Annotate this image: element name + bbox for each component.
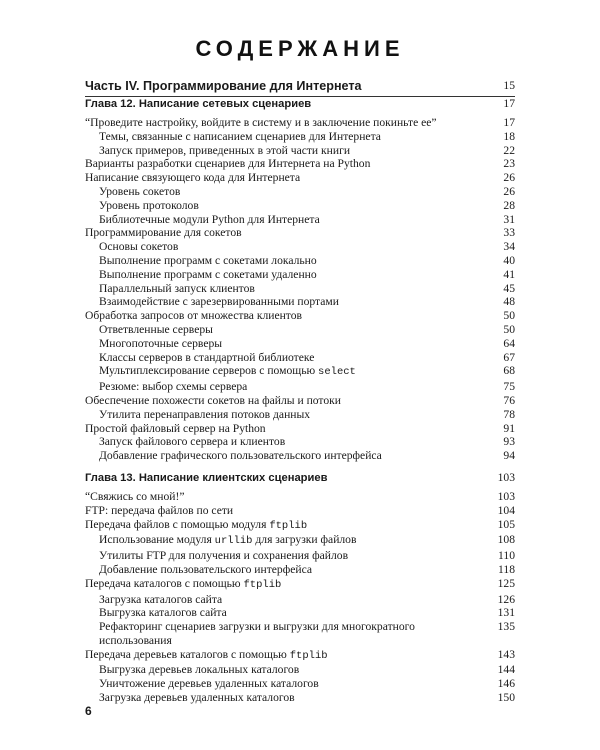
toc-entry-code: select (318, 366, 356, 379)
toc-entry (85, 157, 515, 171)
toc-entry-page: 131 (497, 606, 515, 620)
toc-entry-code: ftplib (289, 649, 328, 662)
toc-entry-page: 104 (497, 503, 515, 517)
toc-entry-label: Обработка запросов от множества клиентов (85, 309, 302, 323)
toc-entry-label: Передача деревьев каталогов с помощью (85, 647, 290, 661)
toc-entry (85, 422, 515, 436)
toc-entry (85, 226, 515, 240)
toc-entry-suffix: для загрузки файлов (252, 533, 357, 547)
toc-entry-label: Резюме: выбор схемы сервера (99, 380, 248, 394)
toc-entry-page: 118 (498, 562, 515, 576)
toc-entry-label: Выполнение программ с сокетами локально (99, 253, 317, 267)
toc-entry-page: 68 (503, 364, 515, 378)
toc-subentry (85, 130, 515, 144)
toc-entry-label: Обеспечение похожести сокетов на файлы и потоки (85, 393, 341, 407)
page-number: 6 (85, 704, 92, 718)
toc-subentry (85, 240, 515, 254)
toc-entry-label: Загрузка деревьев удаленных каталогов (99, 691, 295, 705)
toc-subentry (85, 185, 515, 199)
toc-entry-label: Ответвленные серверы (99, 322, 213, 336)
toc-entry (85, 518, 515, 534)
toc-chapter-page: 103 (497, 470, 515, 484)
toc-subentry (85, 268, 515, 282)
toc-entry-label: Взаимодействие с зарезервированными портами (99, 295, 339, 309)
toc-subentry (85, 549, 515, 563)
toc-entry-page: 108 (497, 533, 515, 547)
toc-entry-page: 31 (503, 212, 515, 226)
toc-entry-code: urllib (214, 535, 253, 548)
part-underline (85, 96, 515, 97)
toc-entry-page: 50 (503, 309, 515, 323)
toc-entry-page: 22 (503, 143, 515, 157)
toc-subentry (85, 691, 515, 705)
toc-subentry (85, 408, 515, 422)
toc-subentry (85, 435, 515, 449)
toc-entry-page: 105 (497, 517, 515, 531)
toc-subentry (85, 337, 515, 351)
toc-entry-page: 144 (497, 663, 515, 677)
toc-subentry (85, 380, 515, 394)
toc-chapter-label: Глава 12. Написание сетевых сценариев (85, 98, 312, 110)
toc-entry (85, 504, 515, 518)
toc-entry-page: 78 (503, 407, 515, 421)
toc-entry-label: Варианты разработки сценариев для Интернета на Python (85, 157, 371, 171)
toc-entry-label: Темы, связанные с написанием сценариев для Интернета (99, 129, 381, 143)
toc-entry-label: Многопоточные серверы (99, 336, 223, 350)
toc-entry (85, 116, 515, 130)
toc-entry-label: “Проведите настройку, войдите в систему и в заключение покиньте ее” (85, 116, 437, 129)
toc-entry-page: 93 (503, 435, 515, 449)
toc-entry-label: Утилиты FTP для получения и сохранения файлов (99, 549, 349, 563)
toc-entry (85, 171, 515, 185)
toc-entry-label: Рефакторинг сценариев загрузки и выгрузки для многократного использования (99, 620, 415, 647)
toc-entry-page: 91 (503, 421, 515, 435)
toc-entry-page: 67 (503, 350, 515, 364)
toc-entry-code: ftplib (243, 578, 282, 591)
toc-entry (85, 648, 515, 664)
toc-entry-label: Утилита перенаправления потоков данных (99, 407, 311, 421)
toc-entry-page: 18 (503, 129, 515, 143)
toc-part-label: Часть IV. Программирование для Интернета (85, 79, 362, 93)
toc-entry-page: 40 (503, 253, 515, 267)
toc-entry-label: Библиотечные модули Python для Интернета (99, 212, 320, 226)
toc-entry-page: 45 (503, 281, 515, 295)
toc-entry-page: 17 (503, 116, 515, 129)
toc-part-page: 15 (503, 79, 515, 92)
toc-entry-page: 64 (503, 336, 515, 350)
toc-entry (85, 490, 515, 504)
toc-entry-page: 143 (497, 647, 515, 661)
toc-entry-page: 125 (497, 576, 515, 590)
toc-subentry (85, 144, 515, 158)
toc-chapter-page: 17 (503, 97, 515, 110)
toc-entry-label: Основы сокетов (99, 240, 179, 254)
toc-subentry (85, 282, 515, 296)
toc-subentry (85, 449, 515, 463)
toc-entry (85, 577, 515, 593)
toc-subentry (85, 533, 515, 549)
toc-entry-label: Уровень протоколов (99, 198, 199, 212)
toc-entry-label: Загрузка каталогов сайта (99, 592, 223, 606)
toc-entry-label: Выгрузка каталогов сайта (99, 606, 227, 620)
toc-entry-label: Программирование для сокетов (85, 226, 242, 240)
toc-entry-page: 110 (498, 549, 515, 563)
toc-chapter-12 (85, 97, 515, 111)
toc-entry-label: Добавление графического пользовательского интерфейса (99, 449, 382, 463)
toc-subentry (85, 620, 515, 648)
toc-entry-page: 23 (503, 157, 515, 171)
toc-entry-label: Выгрузка деревьев локальных каталогов (99, 663, 300, 677)
toc-entry-page: 28 (503, 198, 515, 212)
toc-entry-label: Параллельный запуск клиентов (99, 281, 255, 295)
toc-entry-label: Выполнение программ с сокетами удаленно (99, 267, 317, 281)
toc-subentry (85, 213, 515, 227)
toc-entry-page: 94 (503, 449, 515, 463)
toc-entry-label: Запуск примеров, приведенных в этой части книги (99, 143, 351, 157)
toc-entry-label: Передача каталогов с помощью (85, 576, 244, 590)
toc-subentry (85, 323, 515, 337)
toc-chapter-13 (85, 471, 515, 485)
toc-entry-page: 26 (503, 171, 515, 185)
toc-entry-label: FTP: передача файлов по сети (85, 503, 234, 517)
toc-entry-page: 146 (497, 677, 515, 691)
toc-entry (85, 309, 515, 323)
toc-entry-page: 135 (497, 620, 515, 634)
toc-subentry (85, 663, 515, 677)
toc-entry-page: 33 (503, 226, 515, 240)
table-of-contents (85, 78, 515, 705)
toc-entry-label: Мультиплексирование серверов с помощью (99, 364, 319, 378)
toc-entry-label: Использование модуля (99, 533, 215, 547)
toc-entry-page: 126 (497, 592, 515, 606)
toc-subentry (85, 563, 515, 577)
toc-entry-label: Запуск файлового сервера и клиентов (99, 435, 286, 449)
toc-subentry (85, 199, 515, 213)
toc-entry-page: 50 (503, 322, 515, 336)
toc-subentry (85, 593, 515, 607)
toc-part-entry (85, 78, 515, 94)
toc-entry-label: Уничтожение деревьев удаленных каталогов (99, 677, 319, 691)
toc-subentry (85, 364, 515, 380)
toc-entry-label: “Свяжись со мной!” (85, 489, 185, 503)
toc-entry-label: Классы серверов в стандартной библиотеке (99, 350, 315, 364)
toc-subentry (85, 677, 515, 691)
toc-entry-code: ftplib (269, 519, 308, 532)
toc-entry-label: Простой файловый сервер на Python (85, 421, 266, 435)
toc-entry-page: 48 (503, 295, 515, 309)
toc-entry-label: Передача файлов с помощью модуля (85, 517, 270, 531)
toc-subentry (85, 351, 515, 365)
toc-entry (85, 394, 515, 408)
toc-entry-page: 41 (503, 267, 515, 281)
toc-entry-page: 34 (503, 240, 515, 254)
page-title: СОДЕРЖАНИЕ (195, 36, 405, 61)
toc-entry-label: Уровень сокетов (99, 184, 181, 198)
toc-chapter-label: Глава 13. Написание клиентских сценариев (85, 471, 328, 484)
toc-subentry (85, 254, 515, 268)
toc-entry-page: 150 (497, 691, 515, 705)
toc-entry-label: Добавление пользовательского интерфейса (99, 562, 313, 576)
toc-entry-page: 26 (503, 184, 515, 198)
toc-entry-page: 103 (497, 489, 515, 503)
toc-subentry (85, 295, 515, 309)
toc-subentry (85, 606, 515, 620)
toc-entry-label: Написание связующего кода для Интернета (85, 171, 301, 185)
toc-entry-page: 75 (503, 380, 515, 394)
toc-entry-page: 76 (503, 393, 515, 407)
